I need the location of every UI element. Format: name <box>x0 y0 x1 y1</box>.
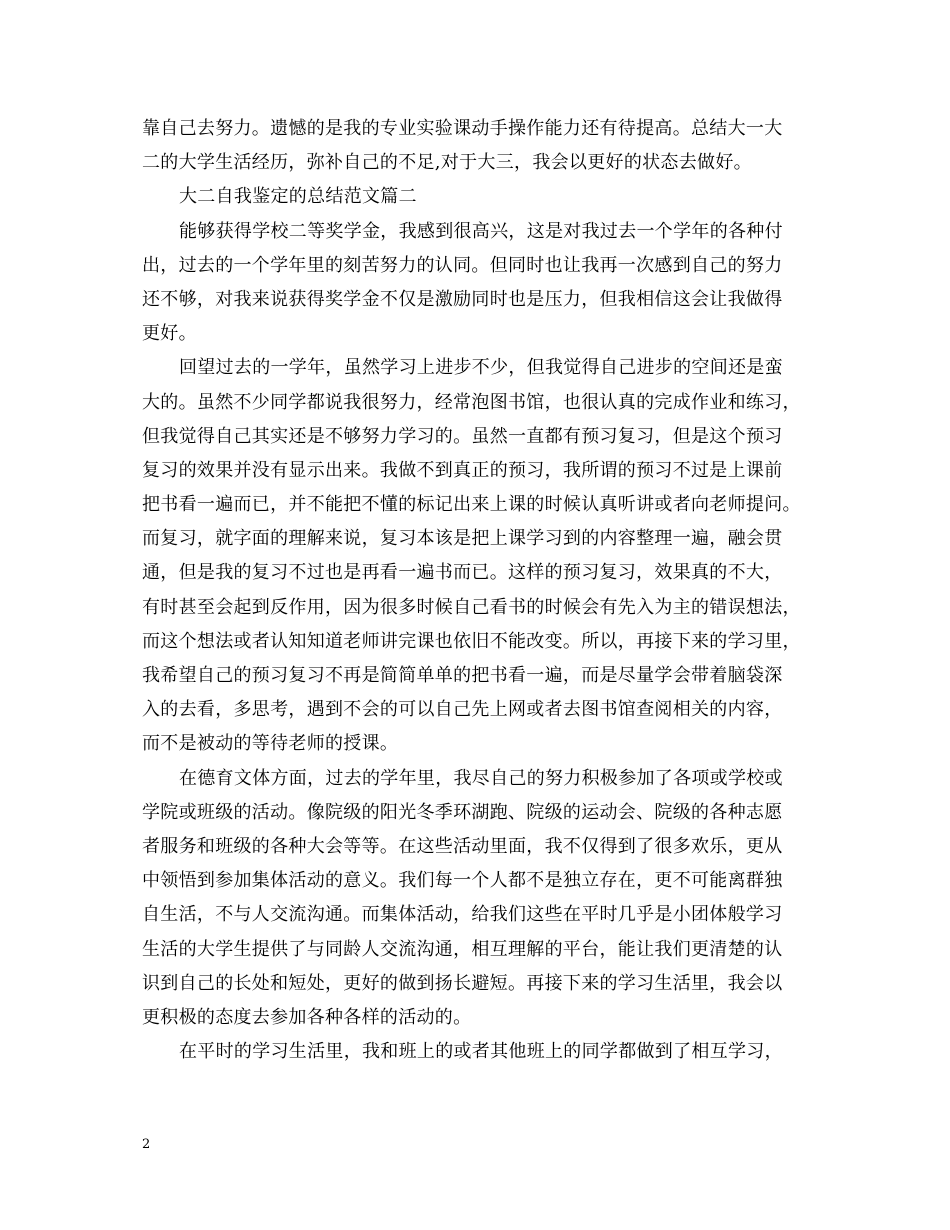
text-line: 识到自己的长处和短处，更好的做到扬长避短。再接下来的学习生活里，我会以 <box>142 972 783 994</box>
text-line: 更好。 <box>142 323 197 345</box>
document-body <box>142 112 822 1069</box>
text-line: 大的。虽然不少同学都说我很努力，经常泡图书馆，也很认真的完成作业和练习， <box>142 391 801 413</box>
text-line: 出，过去的一个学年里的刻苦努力的认同。但同时也让我再一次感到自己的努力 <box>142 254 783 276</box>
text-line: 自生活，不与人交流沟通。而集体活动，给我们这些在平时几乎是小团体般学习 <box>142 904 783 926</box>
text-line: 大二自我鉴定的总结范文篇二 <box>179 186 417 208</box>
text-line: 在德育文体方面，过去的学年里，我尽自己的努力积极参加了各项或学校或 <box>179 767 783 789</box>
text-line: 靠自己去努力。遗憾的是我的专业实验课动手操作能力还有待提高。总结大一大 <box>142 118 783 139</box>
text-line: 有时甚至会起到反作用，因为很多时候自己看书的时候会有先入为主的错误想法， <box>142 596 801 618</box>
text-line: 入的去看，多思考，遇到不会的可以自己先上网或者去图书馆查阅相关的内容， <box>142 699 783 721</box>
text-line: 在平时的学习生活里，我和班上的或者其他班上的同学都做到了相互学习， <box>179 1041 783 1063</box>
text-line: 而复习，就字面的理解来说，复习本该是把上课学习到的内容整理一遍，融会贯 <box>142 528 783 550</box>
text-line: 把书看一遍而已，并不能把不懂的标记出来上课的时候认真听讲或者向老师提问。 <box>142 494 801 516</box>
text-line: 而不是被动的等待老师的授课。 <box>142 733 399 755</box>
text-line: 还不够，对我来说获得奖学金不仅是激励同时也是压力，但我相信这会让我做得 <box>142 288 783 310</box>
text-line: 我希望自己的预习复习不再是简简单单的把书看一遍，而是尽量学会带着脑袋深 <box>142 665 783 686</box>
page-number: 2 <box>142 1137 151 1152</box>
text-line: 通，但是我的复习不过也是再看一遍书而已。这样的预习复习，效果真的不大， <box>142 562 783 584</box>
text-line: 复习的效果并没有显示出来。我做不到真正的预习，我所谓的预习不过是上课前 <box>142 459 783 481</box>
text-line: 更积极的态度去参加各种各样的活动的。 <box>142 1006 472 1028</box>
text-line: 能够获得学校二等奖学金，我感到很高兴，这是对我过去一个学年的各种付 <box>179 220 783 242</box>
text-line: 但我觉得自己其实还是不够努力学习的。虽然一直都有预习复习，但是这个预习 <box>142 425 783 447</box>
text-line: 学院或班级的活动。像院级的阳光冬季环湖跑、院级的运动会、院级的各种志愿 <box>142 801 783 823</box>
text-line: 者服务和班级的各种大会等等。在这些活动里面，我不仅得到了很多欢乐，更从 <box>142 835 783 857</box>
text-line: 中领悟到参加集体活动的意义。我们每一个人都不是独立存在，更不可能离群独 <box>142 870 783 892</box>
text-line: 生活的大学生提供了与同龄人交流沟通，相互理解的平台，能让我们更清楚的认 <box>142 938 783 960</box>
text-line: 二的大学生活经历，弥补自己的不足,对于大三，我会以更好的状态去做好。 <box>142 152 752 174</box>
text-line: 而这个想法或者认知知道老师讲完课也依旧不能改变。所以，再接下来的学习里， <box>142 630 801 652</box>
text-line: 回望过去的一学年，虽然学习上进步不少，但我觉得自己进步的空间还是蛮 <box>179 357 783 379</box>
